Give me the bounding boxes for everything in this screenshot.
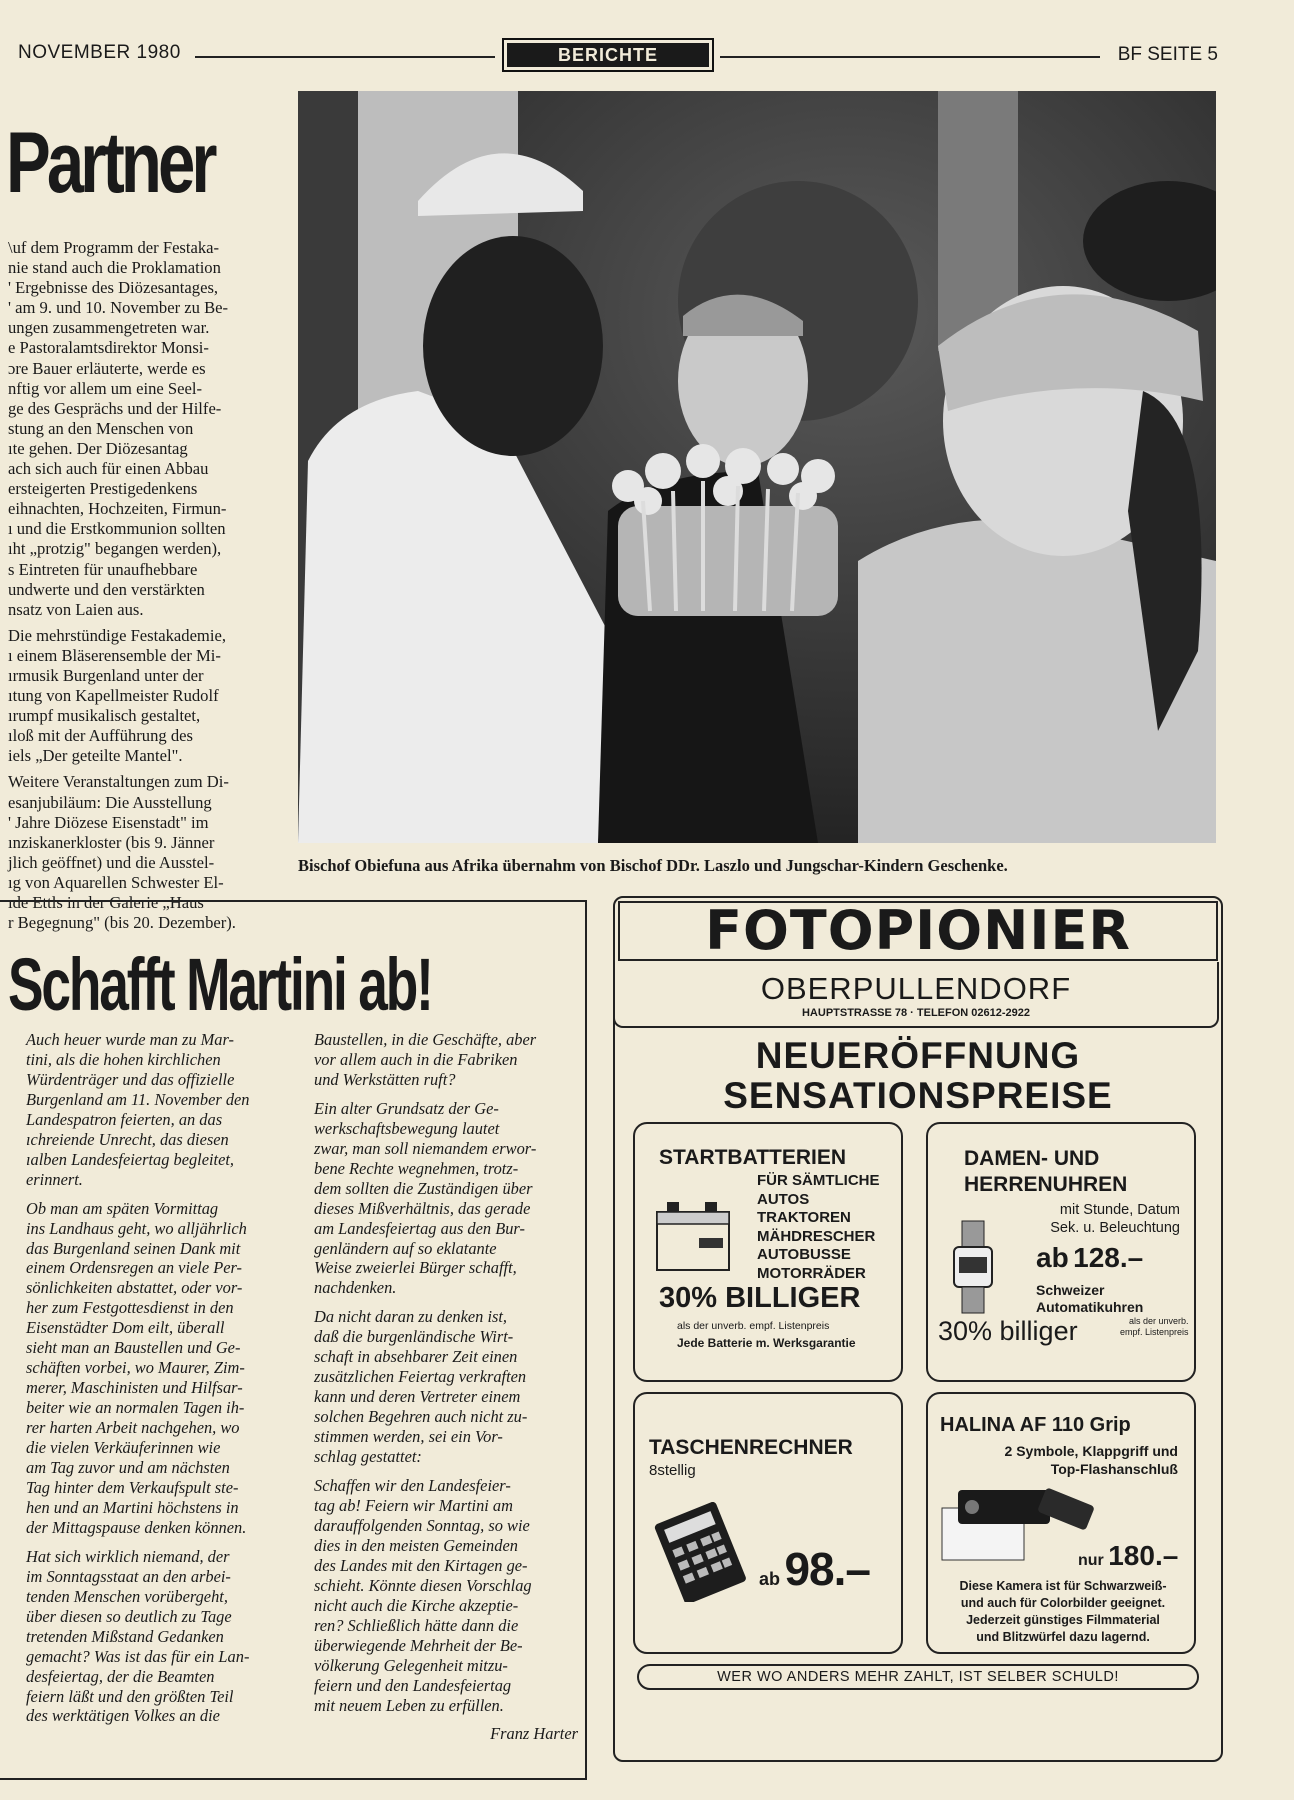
text-line: ıloß mit der Aufführung des [8,726,193,746]
battery-vehicle-item: TRAKTOREN [757,1209,851,1226]
text-line: Burgenland am 11. November den [26,1089,250,1109]
text-line: s Eintreten für unaufhebbare [8,559,198,579]
text-line: iels „Der geteilte Mantel". [8,746,183,766]
text-line: solchen Begehren auch nicht zu- [314,1407,528,1427]
text-line: gemacht? Was ist das für ein Lan- [26,1646,250,1666]
watches-feature-2: Sek. u. Beleuchtung [1050,1220,1180,1236]
text-line: ıte gehen. Der Diözesantag [8,438,188,458]
paragraph [296,1099,578,1299]
watches-price [1036,1242,1143,1274]
calculator-price [759,1542,870,1596]
text-line: feiern und den Landesfeiertag [314,1675,512,1695]
camera-description [938,1578,1188,1646]
issue-date: NOVEMBER 1980 [18,42,181,63]
text-line: ı und die Erstkommunion sollten [8,519,226,539]
watches-note-1: als der unverb. [1129,1316,1189,1326]
paragraph [296,1476,578,1715]
text-line: hen und an Martini höchstens in [26,1497,239,1517]
text-line: der Mittagspause denken können. [26,1517,247,1537]
text-line: Weitere Veranstaltungen zum Di- [8,772,229,792]
text-line: darauffolgenden Sonntag, so wie [314,1515,530,1535]
text-line: Würdenträger und das offizielle [26,1069,235,1089]
product-watches [926,1122,1196,1382]
ad-address-block [613,962,1219,1028]
battery-vehicle-item: MÄHDRESCHER [757,1227,876,1245]
text-line: einem Ordensregen an viele Per- [26,1258,243,1278]
battery-vehicle-item: AUTOBUSSE [757,1246,851,1263]
text-line: ins Landhaus geht, wo alljährlich [26,1218,247,1238]
camera-feature-1: 2 Symbole, Klappgriff und [1004,1443,1178,1459]
paragraph [8,1199,282,1538]
text-line: des Landes mit den Kirtagen ge- [314,1555,528,1575]
text-line: ıg von Aquarellen Schwester El- [8,872,224,892]
calculator-price-value: 98.– [784,1543,870,1595]
text-line: werkschaftsbewegung lautet [314,1118,500,1138]
text-line: Hat sich wirklich niemand, der [26,1546,230,1566]
camera-price [1078,1540,1178,1572]
text-line: ınziskanerkloster (bis 9. Jänner [8,832,215,852]
watches-swiss [1036,1282,1143,1316]
text-line: über diesen so deutlich zu Tage [26,1606,232,1626]
watches-features [1050,1201,1180,1237]
text-line: dies in den meisten Gemeinden [314,1535,518,1555]
ad-city: OBERPULLENDORF [760,971,1072,1006]
watches-discount: 30% billiger [938,1316,1078,1346]
text-line: ungen zusammengetreten war. [8,318,210,338]
text-line: ırumpf musikalisch gestaltet, [8,706,201,726]
text-line: im Sonntagsstaat an den arbei- [26,1566,231,1586]
product-batteries [633,1122,903,1382]
ad-address: HAUPTSTRASSE 78 · TELEFON 02612-2922 [801,1007,1031,1019]
camera-feature-2: Top-Flashanschluß [1050,1461,1178,1477]
text-line: esanjubiläum: Die Ausstellung [8,792,212,812]
text-line: nicht auch die Kirche akzeptie- [314,1595,519,1615]
text-line: stimmen werden, sei ein Vor- [314,1427,503,1447]
calculator-sub: 8stellig [649,1462,696,1479]
article2-column-2 [296,1030,578,1744]
product-calculator [633,1392,903,1654]
text-line: r Begegnung" (bis 20. Dezember). [8,913,236,933]
camera-title: HALINA AF 110 Grip [940,1414,1131,1436]
batteries-note: als der unverb. empf. Listenpreis [677,1320,830,1332]
text-line: erinnert. [26,1169,83,1189]
camera-description-line: Diese Kamera ist für Schwarzweiß- [959,1579,1167,1593]
text-line: eihnachten, Hochzeiten, Firmun- [8,499,227,519]
text-line: nie stand auch die Proklamation [8,258,221,278]
text-line: tini, als die hohen kirchlichen [26,1049,221,1069]
text-line: am Tag zuvor und am nächsten [26,1458,230,1478]
text-line: nsatz von Laien aus. [8,599,144,619]
batteries-discount: 30% BILLIGER [659,1282,861,1314]
text-line: die vielen Verkäuferinnen wie [26,1438,221,1458]
text-line: schäften vorbei, wo Maurer, Zim- [26,1358,245,1378]
text-line: ıchreiende Unrecht, das diesen [26,1129,229,1149]
battery-vehicle-item: MOTORRÄDER [757,1264,866,1282]
article2-col2-text [296,1030,578,1715]
article1-paragraph-1 [8,238,280,620]
text-line: am Landesfeiertag aus den Bur- [314,1218,525,1238]
calculator-icon [645,1502,755,1602]
text-line: ıtung von Kapellmeister Rudolf [8,686,219,706]
ad-headline-prices: SENSATIONSPREISE [723,1075,1113,1116]
text-line: völkerung Gelegenheit mitzu- [314,1655,508,1675]
text-line: schaft in absehbarer Zeit einen [314,1347,518,1367]
paragraph [296,1307,578,1467]
text-line: Landespatron feierten, an das [26,1109,223,1129]
camera-description-line: und Blitzwürfel dazu lagernd. [976,1630,1150,1644]
text-line: kann und deren Vertreter einem [314,1387,521,1407]
text-line: \uf dem Programm der Festaka- [8,238,220,257]
text-line: daß die burgenländische Wirt- [314,1327,514,1347]
photo-caption: Bischof Obiefuna aus Afrika übernahm von Bischof DDr. Laszlo und Jungschar-Kindern Geschenke. [298,856,1008,875]
article1-body [8,238,280,939]
text-line: ıht „protzig" begangen werden), [8,539,222,559]
text-line: tag ab! Feiern wir Martini am [314,1495,513,1515]
text-line: ren? Schließlich hätte dann die [314,1615,519,1635]
text-line: schieht. Könnte diesen Vorschlag [314,1575,532,1595]
text-line: stung an den Menschen von [8,418,194,438]
text-line: ırmusik Burgenland unter der [8,665,204,685]
text-line: Weise zweierlei Bürger schafft, [314,1258,517,1278]
text-line: tretenden Mißstand Gedanken [26,1626,224,1646]
text-line: vor allem auch in die Fabriken [314,1049,518,1069]
text-line: nachdenken. [314,1278,397,1298]
calculator-title: TASCHENRECHNER [649,1436,853,1459]
calculator-price-prefix: ab [759,1569,781,1589]
watches-price-prefix: ab [1036,1242,1069,1273]
text-line: genländern auf so eklatante [314,1238,497,1258]
camera-description-line: und auch für Colorbilder geeignet. [960,1596,1166,1610]
text-line: Schaffen wir den Landesfeier- [314,1476,511,1496]
battery-vehicle-item: AUTOS [757,1190,810,1208]
text-line: merer, Maschinisten und Hilfsar- [26,1378,243,1398]
text-line: mit neuem Leben zu erfüllen. [314,1695,504,1715]
text-line: ' am 9. und 10. November zu Be- [8,298,229,318]
text-line: und Werkstätten ruft? [314,1069,456,1089]
text-line: dieses Mißverhältnis, das gerade [314,1198,531,1218]
paragraph [296,1030,578,1090]
watches-price-value: 128.– [1073,1242,1144,1273]
ad-brand: FOTOPIONIER [618,901,1218,961]
text-line: ge des Gesprächs und der Hilfe- [8,398,222,418]
product-camera [926,1392,1196,1654]
text-line: ɔre Bauer erläuterte, werde es [8,358,206,378]
paragraph [8,1547,282,1727]
text-line: ' Jahre Diözese Eisenstadt" im [8,812,209,832]
text-line: beiter wie an normalen Tagen ih- [26,1398,245,1418]
text-line: Tag hinter dem Verkaufspult ste- [26,1477,239,1497]
text-line: schlag gestattet: [314,1447,422,1467]
photo-illustration [298,91,1216,843]
camera-features [1005,1442,1178,1478]
watches-title-line2: HERRENUHREN [964,1173,1128,1196]
text-line: Ob man am späten Vormittag [26,1198,219,1218]
text-line: überwiegende Mehrheit der Be- [314,1635,523,1655]
battery-icon [653,1194,737,1276]
text-line: des werktätigen Volkes an die [26,1706,220,1726]
watches-swiss-1: Schweizer [1036,1282,1105,1298]
text-line: Baustellen, in die Geschäfte, aber [314,1030,537,1049]
text-line: desfeiertag, der die Beamten [26,1666,215,1686]
text-line: ıalben Landesfeiertag begleitet, [26,1149,235,1169]
text-line: Auch heuer wurde man zu Mar- [26,1030,235,1049]
camera-description-line: Jederzeit günstiges Filmmaterial [966,1613,1160,1627]
camera-price-prefix: nur [1078,1552,1104,1569]
watches-title [964,1146,1127,1198]
article2-author: Franz Harter [490,1724,578,1744]
text-line: ach sich auch für einen Abbau [8,459,209,479]
text-line: undwerte und den verstärkten [8,579,205,599]
camera-price-value: 180.– [1108,1540,1179,1571]
watches-feature-1: mit Stunde, Datum [1059,1202,1180,1218]
ad-headline-opening: NEUERÖFFNUNG [755,1035,1081,1076]
text-line: dem sollten die Zuständigen über [314,1178,533,1198]
text-line: Ein alter Grundsatz der Ge- [314,1098,499,1118]
batteries-warranty: Jede Batterie m. Werksgarantie [677,1336,856,1350]
watches-note-2: empf. Listenpreis [1120,1327,1189,1337]
article1-headline: Partner [6,115,214,211]
watches-swiss-2: Automatikuhren [1036,1299,1144,1315]
paragraph [8,1030,282,1190]
news-photo [298,91,1216,843]
text-line: tenden Menschen vorübergeht, [26,1586,228,1606]
header-rule-left [195,56,495,58]
ad-slogan: WER WO ANDERS MEHR ZAHLT, IST SELBER SCHULD! [637,1664,1199,1690]
text-line: ersteigerten Prestigedenkens [8,479,198,499]
text-line: das Burgenland seinen Dank mit [26,1238,241,1258]
text-line: Die mehrstündige Festakademie, [8,625,226,645]
article2-col1-text [8,1030,282,1726]
watches-note [1120,1316,1189,1338]
section-label: BERICHTE [502,38,714,72]
text-line: Da nicht daran zu denken ist, [314,1307,508,1327]
article1-paragraph-2 [8,626,280,767]
text-line: nftig vor allem um eine Seel- [8,378,202,398]
text-line: Eisenstädter Dom eilt, überall [26,1318,225,1338]
text-line: zwar, man soll niemandem erwor- [314,1138,537,1158]
text-line: ı einem Bläserensemble der Mi- [8,645,221,665]
battery-vehicle-item: FÜR SÄMTLICHE [757,1172,880,1189]
watches-title-line1: DAMEN- UND [964,1147,1100,1170]
text-line: jlich geöffnet) und die Ausstel- [8,852,215,872]
text-line: bene Rechte wegnehmen, trotz- [314,1158,519,1178]
text-line: e Pastoralamtsdirektor Monsi- [8,338,209,358]
text-line: rer harten Arbeit nachgehen, wo [26,1418,240,1438]
batteries-list [757,1172,880,1283]
article2-column-1 [8,1030,282,1735]
camera-icon [938,1486,1098,1568]
text-line: ' Ergebnisse des Diözesantages, [8,278,219,298]
article2-headline: Schafft Martini ab! [8,943,432,1026]
text-line: her zum Festgottesdienst in den [26,1298,234,1318]
batteries-title: STARTBATTERIEN [659,1146,847,1169]
text-line: feiern läßt und den größten Teil [26,1686,234,1706]
header-rule-right [720,56,1100,58]
text-line: ıde Ettls in der Galerie „Haus [8,893,204,912]
text-line: sönlichkeiten abstattet, oder vor- [26,1278,243,1298]
text-line: zusätzlichen Feiertag verkraften [314,1367,527,1387]
text-line: sieht man an Baustellen und Ge- [26,1338,241,1358]
watch-icon [950,1219,996,1315]
page-number: BF SEITE 5 [1117,44,1218,65]
